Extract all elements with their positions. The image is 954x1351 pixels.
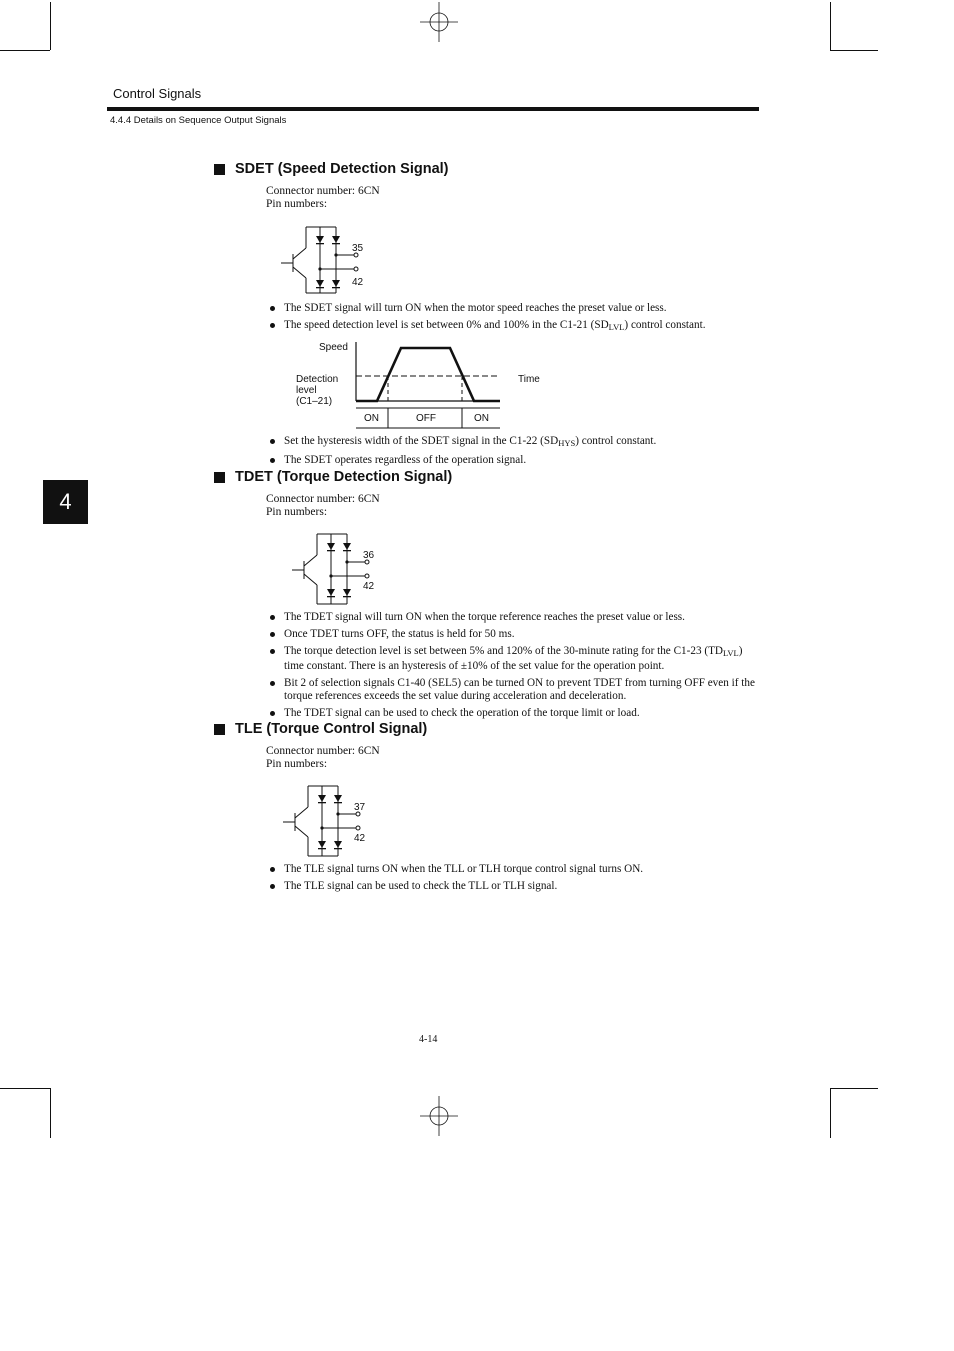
bullet-subscript: LVL: [722, 648, 739, 658]
sdet-pin-circuit-diagram: [280, 226, 390, 296]
chapter-tab: 4: [43, 480, 88, 524]
sdet-timing-chart: [290, 336, 550, 432]
sdet-bullets-bottom: [266, 435, 761, 471]
tdet-bullets: [266, 611, 761, 724]
bullet-text-post: ) control constant.: [575, 435, 657, 447]
tle-connector-number: Connector number: 6CN: [266, 745, 380, 757]
tdet-connector-info: [266, 493, 380, 519]
registration-mark-bottom: [420, 1096, 460, 1136]
list-item: [266, 435, 761, 450]
bullet-text: The SDET operates regardless of the operation signal.: [284, 454, 527, 466]
tdet-heading-text: TDET (Torque Detection Signal): [235, 469, 453, 485]
square-bullet-icon: [214, 724, 225, 735]
tdet-pin-circuit-diagram: [291, 533, 401, 607]
page-number: 4-14: [419, 1034, 438, 1045]
chart-time-label: Time: [518, 374, 540, 385]
tle-pin-2: 42: [354, 833, 366, 844]
chart-speed-label: Speed: [319, 342, 348, 353]
list-item: [266, 880, 761, 893]
bullet-text-pre: The speed detection level is set between 0% and 100% in the C1-21 (SD: [284, 319, 609, 331]
tle-bullets: [266, 863, 761, 897]
tle-pin-numbers-label: Pin numbers:: [266, 758, 328, 770]
tdet-heading: [214, 469, 452, 485]
sdet-pin-numbers-label: Pin numbers:: [266, 198, 328, 210]
bullet-text: The TDET signal can be used to check the operation of the torque limit or load.: [284, 707, 640, 719]
tle-connector-info: [266, 745, 380, 771]
detection-level-label-3: (C1–21): [296, 396, 333, 407]
bullet-text-post: ) time constant. There is an hysteresis of ±10% of the set value for the operation point.: [284, 645, 743, 672]
detection-level-label-2: level: [296, 385, 317, 396]
list-item: [266, 319, 761, 334]
sdet-pin-1: 35: [352, 243, 364, 254]
state-on-2: ON: [474, 413, 489, 424]
list-item: [266, 645, 761, 673]
tle-heading: [214, 721, 427, 737]
registration-mark-top: [420, 2, 460, 42]
list-item: [266, 628, 761, 641]
list-item: [266, 863, 761, 876]
bullet-subscript: LVL: [608, 322, 625, 332]
tle-heading-text: TLE (Torque Control Signal): [235, 721, 428, 737]
bullet-text: The TDET signal will turn ON when the torque reference reaches the preset value or less.: [284, 611, 685, 623]
bullet-text: The TLE signal can be used to check the TLL or TLH signal.: [284, 880, 558, 892]
state-on-1: ON: [364, 413, 379, 424]
bullet-text: The TLE signal turns ON when the TLL or TLH torque control signal turns ON.: [284, 863, 644, 875]
square-bullet-icon: [214, 472, 225, 483]
sdet-bullets-top: [266, 302, 761, 338]
tdet-connector-number: Connector number: 6CN: [266, 493, 380, 505]
list-item: [266, 611, 761, 624]
sdet-heading-text: SDET (Speed Detection Signal): [235, 161, 449, 177]
speed-curve: [356, 348, 500, 401]
square-bullet-icon: [214, 164, 225, 175]
tdet-pin-2: 42: [363, 581, 375, 592]
list-item: [266, 677, 761, 703]
bullet-text-pre: The torque detection level is set between 5% and 120% of the 30-minute rating for the C1-23 (TD: [284, 645, 723, 657]
bullet-text: Bit 2 of selection signals C1-40 (SEL5) can be turned ON to prevent TDET from turning OFF even if the torque references exceeds the set value during acceleration and deceleration.: [284, 677, 755, 702]
bullet-text-pre: Set the hysteresis width of the SDET signal in the C1-22 (SD: [284, 435, 559, 447]
bullet-text: The SDET signal will turn ON when the motor speed reaches the preset value or less.: [284, 302, 667, 314]
bullet-subscript: HYS: [558, 438, 576, 448]
sdet-connector-info: [266, 185, 380, 211]
tle-pin-1: 37: [354, 802, 366, 813]
sdet-connector-number: Connector number: 6CN: [266, 185, 380, 197]
header-rule: [107, 107, 759, 111]
tdet-pin-1: 36: [363, 550, 375, 561]
list-item: [266, 302, 761, 315]
bullet-text: Once TDET turns OFF, the status is held for 50 ms.: [284, 628, 515, 640]
section-reference: 4.4.4 Details on Sequence Output Signals: [110, 115, 287, 126]
sdet-pin-2: 42: [352, 277, 364, 288]
tle-pin-circuit-diagram: [282, 785, 392, 859]
sdet-heading: [214, 161, 449, 177]
running-head-title: Control Signals: [113, 86, 202, 101]
list-item: [266, 454, 761, 467]
state-off: OFF: [416, 413, 436, 424]
tdet-pin-numbers-label: Pin numbers:: [266, 506, 328, 518]
detection-level-label-1: Detection: [296, 374, 339, 385]
bullet-text-post: ) control constant.: [624, 319, 706, 331]
list-item: [266, 707, 761, 720]
